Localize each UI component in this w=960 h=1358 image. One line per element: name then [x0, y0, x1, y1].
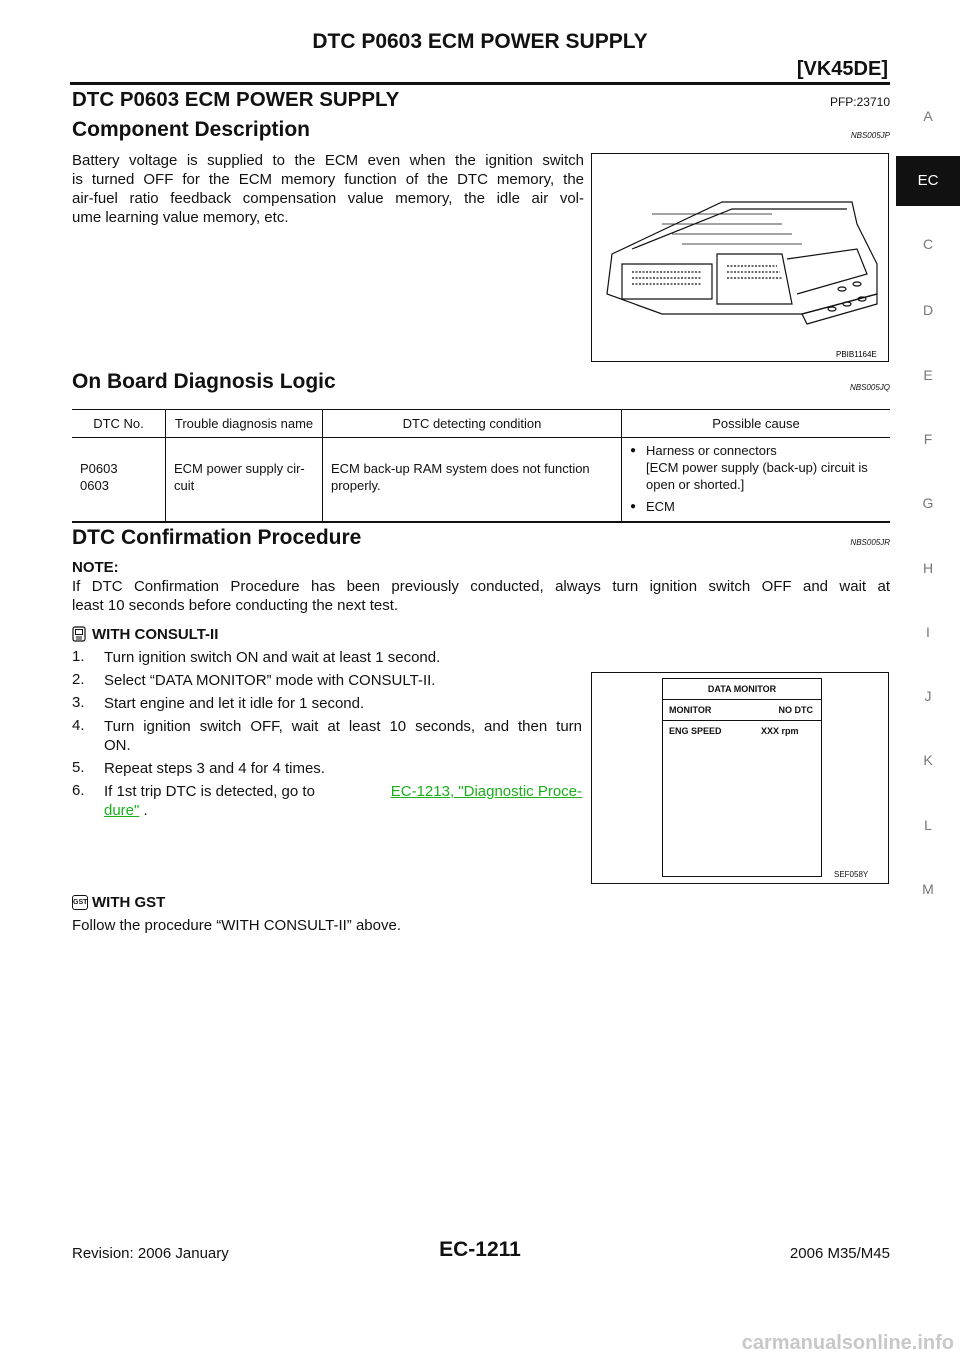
cell-dtc-no: P0603 0603	[72, 438, 166, 523]
component-heading: Component Description	[72, 118, 311, 141]
sidebar-letter-i[interactable]: I	[926, 624, 930, 640]
table-row	[72, 438, 890, 523]
monitor-header-row	[663, 700, 821, 721]
cell-trouble-name: ECM power supply cir- cuit	[166, 438, 323, 523]
ecm-image-label: PBIB1164E	[836, 350, 877, 359]
sidebar-letter-h[interactable]: H	[922, 560, 934, 576]
sidebar-letter-j[interactable]: J	[924, 688, 932, 704]
page-header-model: [VK45DE]	[796, 58, 888, 80]
monitor-item: ENG SPEED	[669, 726, 722, 736]
sidebar-letter-a[interactable]: A	[923, 108, 933, 124]
cell-possible-cause	[622, 438, 891, 523]
diagnostic-procedure-link[interactable]: EC-1213, "Diagnostic Proce-	[390, 783, 582, 800]
col-dtc-no: DTC No.	[72, 410, 166, 438]
confirm-code: NBS005JR	[850, 538, 890, 547]
list-item: ● ECM	[630, 498, 884, 515]
sidebar-letter-g[interactable]: G	[922, 495, 934, 511]
obd-heading: On Board Diagnosis Logic	[72, 370, 336, 393]
note-label: NOTE:	[72, 559, 119, 576]
col-condition: DTC detecting condition	[323, 410, 622, 438]
col-possible-cause: Possible cause	[622, 410, 891, 438]
monitor-item-row	[663, 721, 821, 741]
page-header-title: DTC P0603 ECM POWER SUPPLY	[312, 30, 648, 53]
monitor-image-label: SEF058Y	[834, 870, 869, 879]
watermark: carmanualsonline.info	[741, 1332, 954, 1354]
gst-heading: WITH GST	[92, 894, 166, 911]
sidebar-letter-m[interactable]: M	[922, 881, 934, 897]
cause-list	[630, 442, 884, 515]
component-text: Battery voltage is supplied to the ECM even when the ignition switch is turned OFF for the ECM memory function of the DTC memory, the air-fuel ratio feedback compensation value memory, the idle air vol- ume learning value memory, etc.	[72, 152, 584, 226]
monitor-title: DATA MONITOR	[663, 679, 821, 700]
col-trouble-name: Trouble diagnosis name	[166, 410, 323, 438]
sidebar-letter-ec[interactable]: EC	[896, 156, 960, 206]
sidebar-letter-e[interactable]: E	[923, 367, 933, 383]
diagnosis-table	[72, 409, 890, 523]
monitor-col2: NO DTC	[778, 705, 813, 715]
monitor-col1: MONITOR	[669, 705, 712, 715]
gst-icon: GST	[72, 895, 88, 910]
pfp-code: PFP:23710	[829, 95, 890, 109]
consult-heading: WITH CONSULT-II	[92, 626, 219, 643]
sidebar-letter-k[interactable]: K	[923, 752, 933, 768]
footer-model: 2006 M35/M45	[789, 1245, 890, 1262]
list-item: ● Harness or connectors [ECM power supply (back-up) circuit is open or shorted.]	[630, 442, 884, 493]
monitor-value: XXX rpm	[761, 726, 799, 736]
data-monitor-illustration	[591, 672, 889, 884]
consult-icon	[72, 626, 86, 642]
monitor-screen	[662, 678, 822, 877]
main-heading: DTC P0603 ECM POWER SUPPLY	[72, 88, 400, 111]
header-rule	[70, 82, 890, 85]
obd-code: NBS005JQ	[849, 383, 890, 392]
sidebar-letter-d[interactable]: D	[922, 302, 934, 318]
ecm-illustration	[591, 153, 889, 362]
footer-revision: Revision: 2006 January	[72, 1245, 229, 1262]
footer-page-number: EC-1211	[439, 1238, 521, 1261]
sidebar-letter-l[interactable]: L	[924, 817, 932, 833]
cell-condition: ECM back-up RAM system does not function properly.	[323, 438, 622, 523]
confirm-heading: DTC Confirmation Procedure	[72, 526, 362, 549]
gst-text: Follow the procedure “WITH CONSULT-II” above.	[72, 917, 401, 934]
component-code: NBS005JP	[850, 131, 890, 140]
diagnostic-procedure-link-cont[interactable]: dure"	[104, 802, 140, 819]
sidebar-letter-f[interactable]: F	[923, 431, 933, 447]
note-text: If DTC Confirmation Procedure has been previously conducted, always turn ignition switch OFF and wait at least 10 seconds before conducting the next test.	[72, 578, 890, 614]
ecm-drawing	[592, 154, 888, 361]
sidebar-letter-c[interactable]: C	[922, 236, 934, 252]
